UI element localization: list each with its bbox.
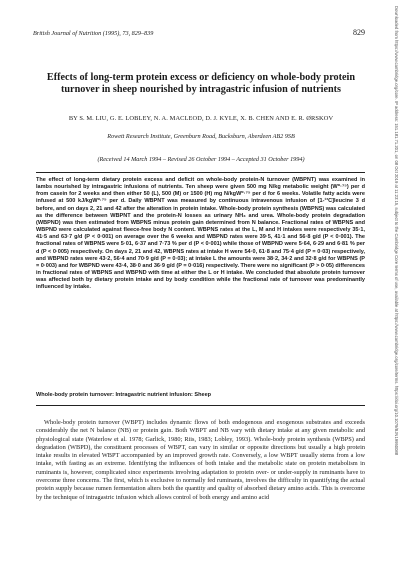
- running-head: [33, 30, 365, 37]
- introduction-paragraph: Whole-body protein turnover (WBPT) includes dynamic flows of both endogenous and exogenous substrates and exceeds considerably the net N balance (NB) or protein gain. Both WBPT and NB vary with dietary intake at any given metabolic and physiological state (Waterlow et al. 1978; Garlick, 1980; Riis, 1983; Lobley, 1993). Whole-body protein synthesis (WBPS) and degradation (WBPD), the constituent processes of WBPT, can vary in similar or opposite directions but usually a high protein intake results in elevated WBPT accompanied by an improved growth rate. Conversely, a low WBPT usually stems from a low intake, with fasting as an extreme. Identifying the influences of both intake and the metabolic state on protein metabolism in ruminants is, however, complicated since experiments involving adaptation to protein over- or under-supply in ruminants have to overcome three concerns. The first, which is exclusive to normally fed ruminants, involves the difficulty in quantifying the actual protein supply because rumen fermentation alters both the quantity and quality of absorbed dietary amino acids. This is overcome by the technique of intragastric infusion which allows control of both energy and amino acid: [36, 419, 365, 501]
- page-number: 829: [353, 28, 365, 37]
- download-notice[interactable]: Downloaded from https://www.cambridge.org/core. IP address: 151.181.71.201, on 08 Oct 2019 at 11:23:15, subject to the Cambridge Core terms of use, available at https://www.cambridge.org/core/terms. https://doi.org/10.1079/BJN19950088: [394, 6, 399, 456]
- keywords: Whole-body protein turnover: Intragastric nutrient infusion: Sheep: [36, 392, 212, 398]
- download-sidebar: [389, 0, 405, 585]
- affiliation: Rowett Research Institute, Greenburn Road, Bucksburn, Aberdeen AB2 9SB: [107, 133, 295, 140]
- article-title: Effects of long-term protein excess or deficiency on whole-body protein turnover in sheep nourished by intragastric infusion of nutrients: [46, 72, 356, 95]
- abstract-top-rule: [36, 172, 365, 173]
- abstract-bottom-rule: [36, 405, 365, 406]
- author-list: BY S. M. LIU, G. E. LOBLEY, N. A. MACLEOD, D. J. KYLE, X. B. CHEN AND E. R. ØRSKOV: [68, 115, 334, 122]
- abstract: The effect of long-term dietary protein excess and deficit on whole-body protein-N turnover (WBPNT) was examined in lambs nourished by intragastric infusions of nutrients. Ten sheep were given 500 mg N/kg metabolic weight (W⁰·⁷⁵) per d from casein for 2 weeks and then either 50 (L), 500 (M) or 1500 (H) mg N/kgW⁰·⁷⁵ per d for 6 weeks. Volatile fatty acids were infused at 500 kJ/kgW⁰·⁷⁵ per d. Daily WBPNT was measured by continuous intravenous infusion of [1-¹³C]leucine 3 d before, and on days 2, 21 and 42 after the alteration in protein intake. Whole-body protein synthesis (WBPNS) was calculated as the difference between WBPNT and the protein-N losses as urinary NH₃ and urea. Whole-body protein degradation (WBPND) was then estimated from WBPNS minus protein gain determined from N balance. Fractional rates of WBPNS and WBPND were calculated against fleece-free body N content. WBPNS rates at the L, M and H intakes were respectively 35·1, 41·5 and 63·7 g/d (P < 0·001) on average over the 6 weeks and WBPND rates were 39·5, 41·1 and 56·8 g/d (P < 0·001). The fractional rates of WBPNS were 5·01, 6·37 and 7·73 % per d (P < 0·001) while those of WBPND were 5·64, 6·29 and 6·81 % per d (P < 0·005) respectively. On days 2, 21 and 42, WBPNS rates at intake H were 54·0, 61·8 and 75·4 g/d (P = 0·03) respectively, and WBPND rates were 43·2, 56·4 and 70·9 g/d (P = 0·03); at intake L the amounts were 38·2, 34·2 and 32·8 g/d for WBPNS (P = 0·003) and for WBPND were 43·4, 38·0 and 36·9 g/d (P = 0·016) respectively. There were no significant (P > 0·05) differences in fractional rates of WBPNS and WBPND with time at either the L or H intake. We concluded that absolute protein turnover was affected both by dietary protein intake and by body condition while the fractional rate of turnover was predominantly influenced by intake.: [36, 177, 365, 291]
- journal-citation: British Journal of Nutrition (1995), 73, 829–839: [33, 30, 154, 37]
- received-dates: (Received 14 March 1994 – Revised 26 October 1994 – Accepted 31 October 1994): [97, 156, 305, 163]
